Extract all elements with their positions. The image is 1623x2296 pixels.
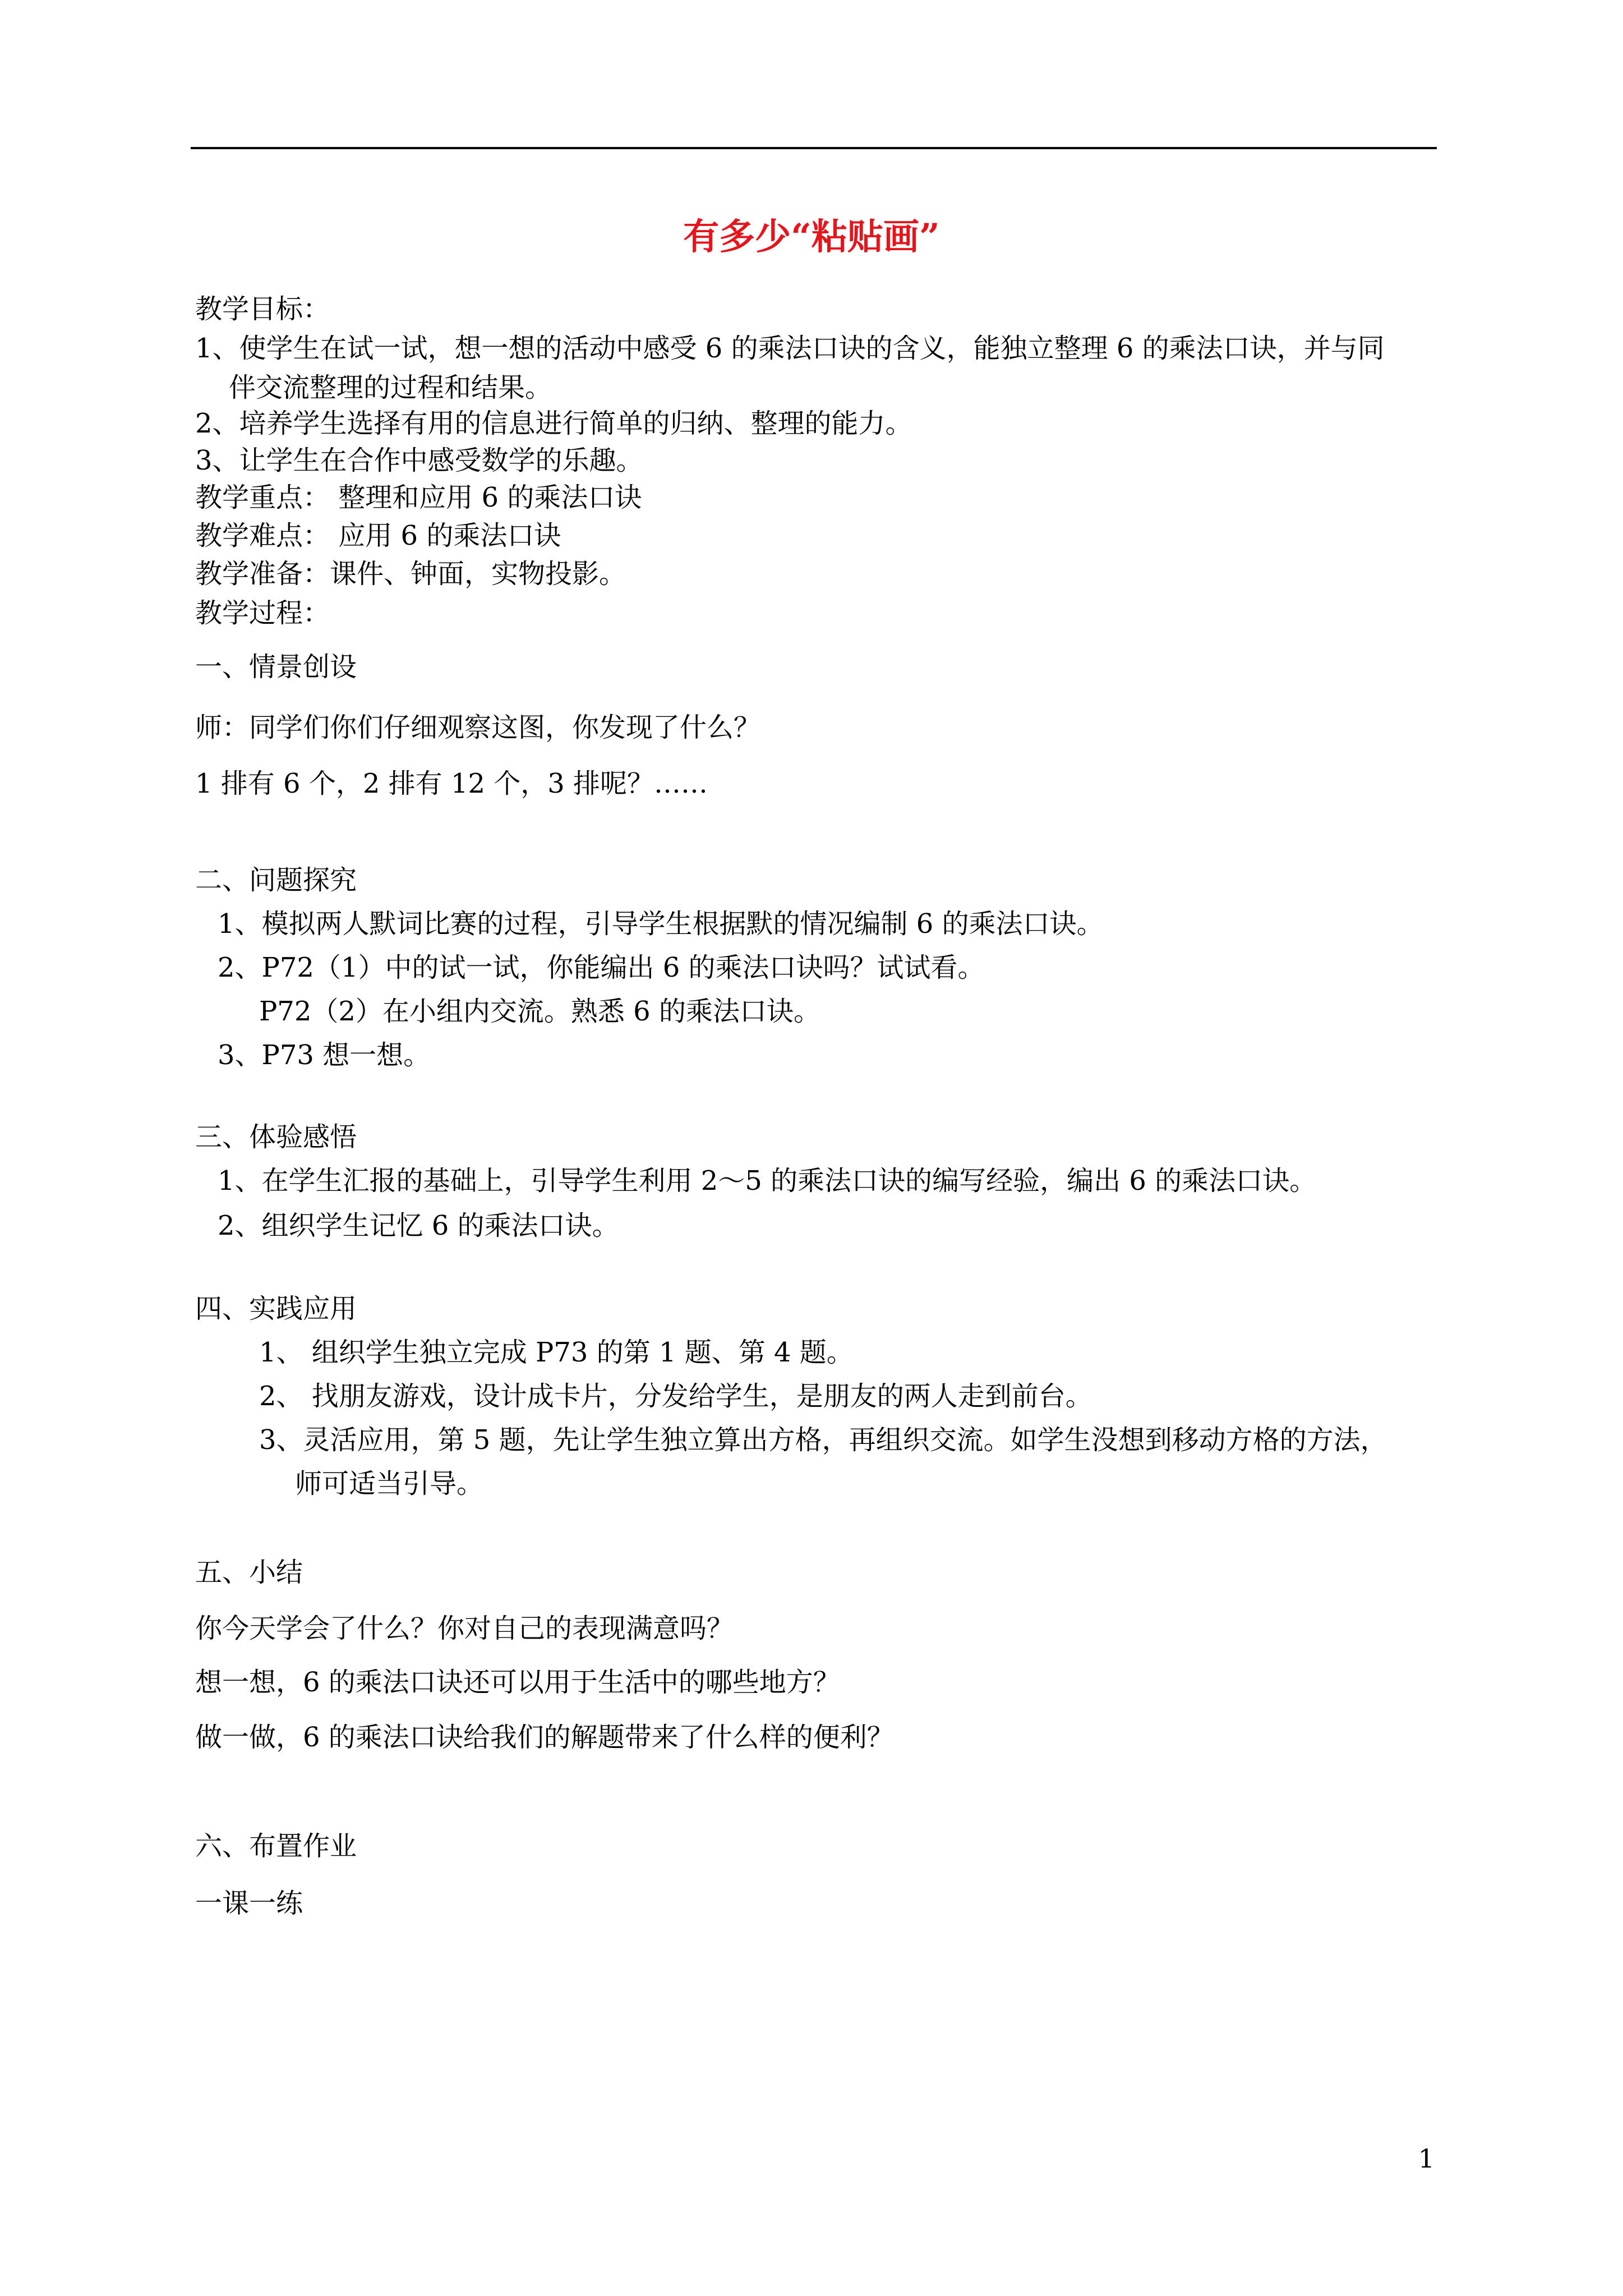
section-2-heading: 二、问题探究 (195, 864, 357, 896)
section-5-line-1: 你今天学会了什么？你对自己的表现满意吗？ (195, 1613, 734, 1644)
header-rule (191, 147, 1437, 149)
section-3-heading: 三、体验感悟 (195, 1121, 357, 1153)
section-2-line-2: 2、P72（1）中的试一试，你能编出 6 的乘法口诀吗？试试看。 (218, 952, 985, 983)
section-1-line-1: 师：同学们你们仔细观察这图，你发现了什么？ (195, 712, 761, 743)
section-6-line-1: 一课一练 (195, 1888, 303, 1919)
section-5-heading: 五、小结 (195, 1557, 303, 1588)
section-1-heading: 一、情景创设 (195, 651, 357, 683)
objective-1-line-1: 1、使学生在试一试，想一想的活动中感受 6 的乘法口诀的含义，能独立整理 6 的乘法口诀，并与同 (195, 333, 1385, 364)
objective-1-line-2: 伴交流整理的过程和结果。 (229, 372, 552, 403)
section-6-heading: 六、布置作业 (195, 1830, 357, 1862)
objective-2: 2、培养学生选择有用的信息进行简单的归纳、整理的能力。 (195, 408, 912, 439)
section-3-line-2: 2、组织学生记忆 6 的乘法口诀。 (218, 1210, 619, 1241)
section-2-line-3: P72（2）在小组内交流。熟悉 6 的乘法口诀。 (259, 996, 820, 1027)
section-4-heading: 四、实践应用 (195, 1293, 357, 1324)
page-number: 1 (1418, 2143, 1435, 2174)
section-2-line-1: 1、模拟两人默词比赛的过程，引导学生根据默的情况编制 6 的乘法口诀。 (218, 908, 1104, 940)
section-5-line-3: 做一做，6 的乘法口诀给我们的解题带来了什么样的便利？ (195, 1722, 894, 1753)
section-2-line-4: 3、P73 想一想。 (218, 1039, 431, 1071)
section-4-line-4: 师可适当引导。 (295, 1468, 484, 1499)
preparation: 教学准备：课件、钟面，实物投影。 (195, 558, 626, 590)
process-heading: 教学过程： (195, 597, 330, 629)
section-4-line-1: 1、 组织学生独立完成 P73 的第 1 题、第 4 题。 (259, 1337, 854, 1368)
section-4-line-2: 2、 找朋友游戏，设计成卡片，分发给学生，是朋友的两人走到前台。 (259, 1381, 1092, 1412)
section-3-line-1: 1、在学生汇报的基础上，引导学生利用 2～5 的乘法口诀的编写经验，编出 6 的乘法口诀。 (218, 1165, 1317, 1197)
objective-3: 3、让学生在合作中感受数学的乐趣。 (195, 445, 643, 476)
objectives-heading: 教学目标： (195, 293, 330, 325)
section-1-line-2: 1 排有 6 个，2 排有 12 个，3 排呢？…… (195, 768, 708, 799)
difficulty: 教学难点： 应用 6 的乘法口诀 (195, 520, 561, 551)
document-title: 有多少“粘贴画” (683, 216, 940, 258)
key-point: 教学重点： 整理和应用 6 的乘法口诀 (195, 482, 642, 513)
section-4-line-3: 3、灵活应用，第 5 题，先让学生独立算出方格，再组织交流。如学生没想到移动方格的方法， (259, 1424, 1387, 1456)
section-5-line-2: 想一想，6 的乘法口诀还可以用于生活中的哪些地方？ (195, 1667, 840, 1698)
